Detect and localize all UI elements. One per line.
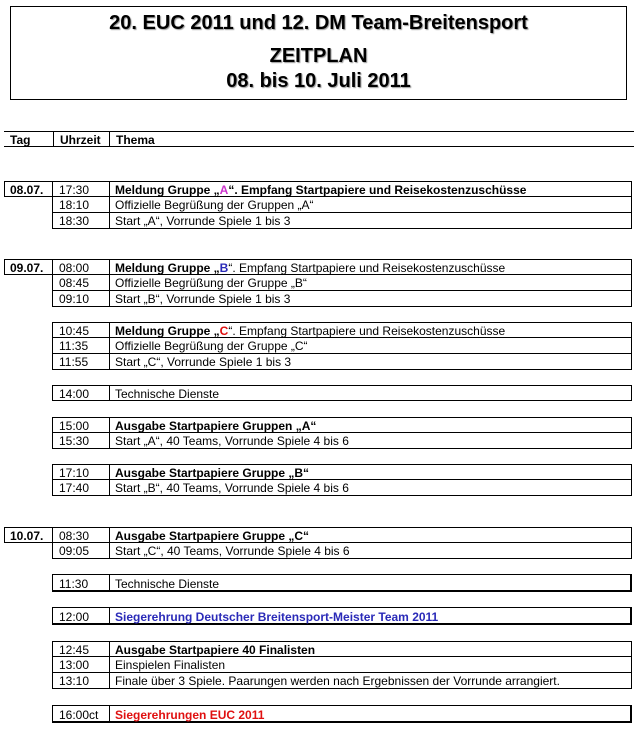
schedule-row: 12:45 Ausgabe Startpapiere 40 Finalisten (52, 641, 632, 657)
schedule-row: 16:00ct Siegerehrungen EUC 2011 (52, 705, 632, 723)
schedule-row: 11:55 Start „C“, Vorrunde Spiele 1 bis 3 (52, 354, 632, 370)
table-header (4, 131, 634, 147)
schedule-row: 13:10 Finale über 3 Spiele. Paarungen werden nach Ergebnissen der Vorrunde arrangiert. (52, 673, 632, 689)
schedule-row: 08:30 Ausgabe Startpapiere Gruppe „C“ (52, 527, 632, 543)
day-label: 08.07. (4, 181, 53, 197)
day-label: 09.07. (4, 259, 53, 275)
schedule-row: 13:00 Einspielen Finalisten (52, 657, 632, 673)
schedule-row: 08:00 Meldung Gruppe „B“. Empfang Startpapiere und Reisekostenzuschüsse (52, 259, 632, 275)
schedule-row: 15:30 Start „A“, 40 Teams, Vorrunde Spiele 4 bis 6 (52, 433, 632, 449)
schedule-row: 15:00 Ausgabe Startpapiere Gruppen „A“ (52, 417, 632, 433)
schedule-row: 12:00 Siegerehrung Deutscher Breitensport-Meister Team 2011 (52, 607, 632, 625)
header-tag: Tag (10, 133, 31, 147)
date-range: 08. bis 10. Juli 2011 (226, 70, 411, 92)
day-label: 10.07. (4, 527, 53, 543)
schedule-row: 18:10 Offizielle Begrüßung der Gruppen „A“ (52, 197, 632, 213)
event-title: 20. EUC 2011 und 12. DM Team-Breitensport (109, 12, 528, 34)
title-box (10, 6, 627, 100)
schedule-row: 14:00 Technische Dienste (52, 385, 632, 401)
header-uhrzeit: Uhrzeit (60, 133, 101, 147)
schedule-row: 11:30 Technische Dienste (52, 574, 632, 592)
schedule-row: 17:10 Ausgabe Startpapiere Gruppe „B“ (52, 464, 632, 480)
schedule-row: 09:10 Start „B“, Vorrunde Spiele 1 bis 3 (52, 291, 632, 307)
schedule-row: 09:05 Start „C“, 40 Teams, Vorrunde Spiele 4 bis 6 (52, 543, 632, 559)
schedule-row: 18:30 Start „A“, Vorrunde Spiele 1 bis 3 (52, 213, 632, 229)
header-thema: Thema (116, 133, 155, 147)
schedule-row: 10:45 Meldung Gruppe „C“. Empfang Startpapiere und Reisekostenzuschüsse (52, 322, 632, 338)
schedule-row: 17:30 Meldung Gruppe „A“. Empfang Startpapiere und Reisekostenzuschüsse (52, 181, 632, 197)
schedule-row: 17:40 Start „B“, 40 Teams, Vorrunde Spiele 4 bis 6 (52, 480, 632, 496)
schedule-row: 08:45 Offizielle Begrüßung der Gruppe „B“ (52, 275, 632, 291)
schedule-row: 11:35 Offizielle Begrüßung der Gruppe „C“ (52, 338, 632, 354)
schedule-heading: ZEITPLAN (269, 45, 368, 67)
